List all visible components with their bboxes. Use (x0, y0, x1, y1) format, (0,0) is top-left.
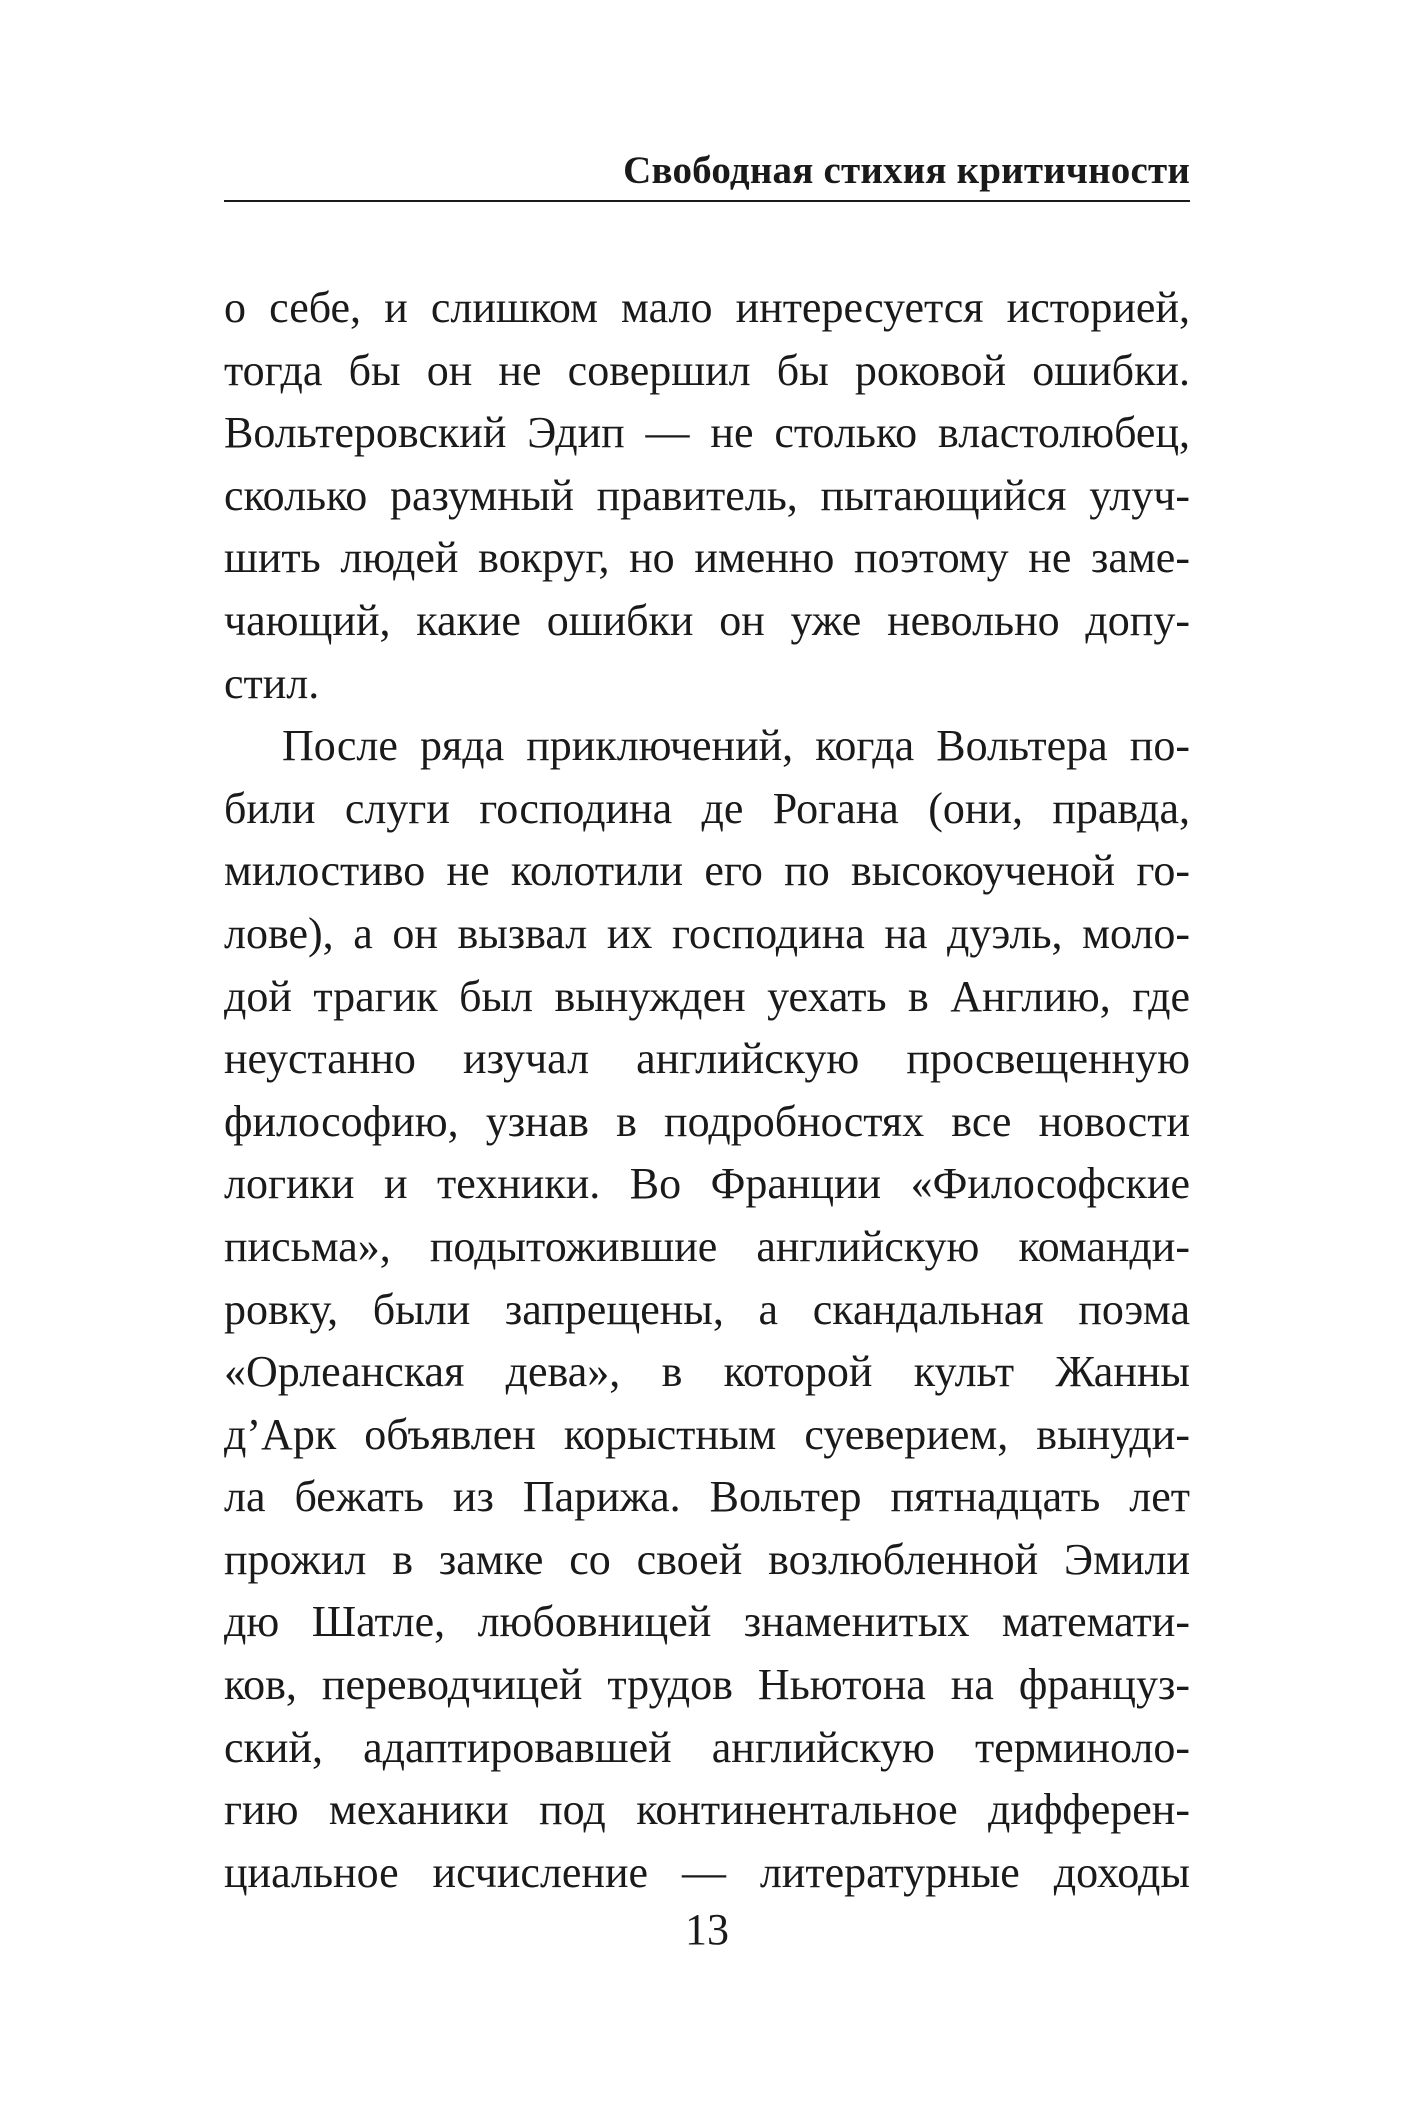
text-line: Вольтеровский Эдип — не столько властолюбец, (224, 408, 1190, 458)
running-head: Свободная стихия критичности (623, 149, 1190, 192)
text-line: д’Арк объявлен корыстным суеверием, вынуди- (224, 1409, 1190, 1459)
text-line: шить людей вокруг, но именно поэтому не заме- (224, 533, 1190, 583)
body-text (224, 277, 1190, 1904)
text-line: прожил в замке со своей возлюбленной Эмили (224, 1534, 1190, 1584)
text-line: «Орлеанская дева», в которой культ Жанны (224, 1347, 1190, 1397)
text-line: ский, адаптировавшей английскую терминоло- (224, 1722, 1190, 1772)
text-line: ков, переводчицей трудов Ньютона на француз- (224, 1660, 1190, 1710)
text-line: дю Шатле, любовницей знаменитых математи- (224, 1597, 1190, 1647)
text-line: письма», подытожившие английскую команди- (224, 1221, 1190, 1271)
text-line: циальное исчисление — литературные доходы (224, 1847, 1190, 1897)
text-line: философию, узнав в подробностях все новости (224, 1096, 1190, 1146)
text-line: сколько разумный правитель, пытающийся улуч- (224, 470, 1190, 520)
text-line: тогда бы он не совершил бы роковой ошибки. (224, 345, 1190, 395)
text-line: ровку, были запрещены, а скандальная поэма (224, 1284, 1190, 1334)
text-line: ла бежать из Парижа. Вольтер пятнадцать лет (224, 1472, 1190, 1522)
text-line: дой трагик был вынужден уехать в Англию, где (224, 971, 1190, 1021)
text-line: чающий, какие ошибки он уже невольно допу- (224, 595, 1190, 645)
text-line: стил. (224, 658, 320, 708)
text-line: о себе, и слишком мало интересуется историей, (224, 283, 1190, 332)
text-line: логики и техники. Во Франции «Философские (224, 1159, 1190, 1209)
text-line: милостиво не колотили его по высокоученой го- (224, 846, 1190, 896)
header-rule (224, 200, 1190, 202)
text-line: гию механики под континентальное дифферен- (224, 1785, 1190, 1835)
text-line: били слуги господина де Рогана (они, правда, (224, 783, 1190, 833)
text-line: лове), а он вызвал их господина на дуэль, моло- (224, 908, 1190, 958)
page-number: 13 (685, 1905, 729, 1954)
text-line: После ряда приключений, когда Вольтера по- (282, 721, 1190, 771)
text-line: неустанно изучал английскую просвещенную (224, 1034, 1190, 1084)
